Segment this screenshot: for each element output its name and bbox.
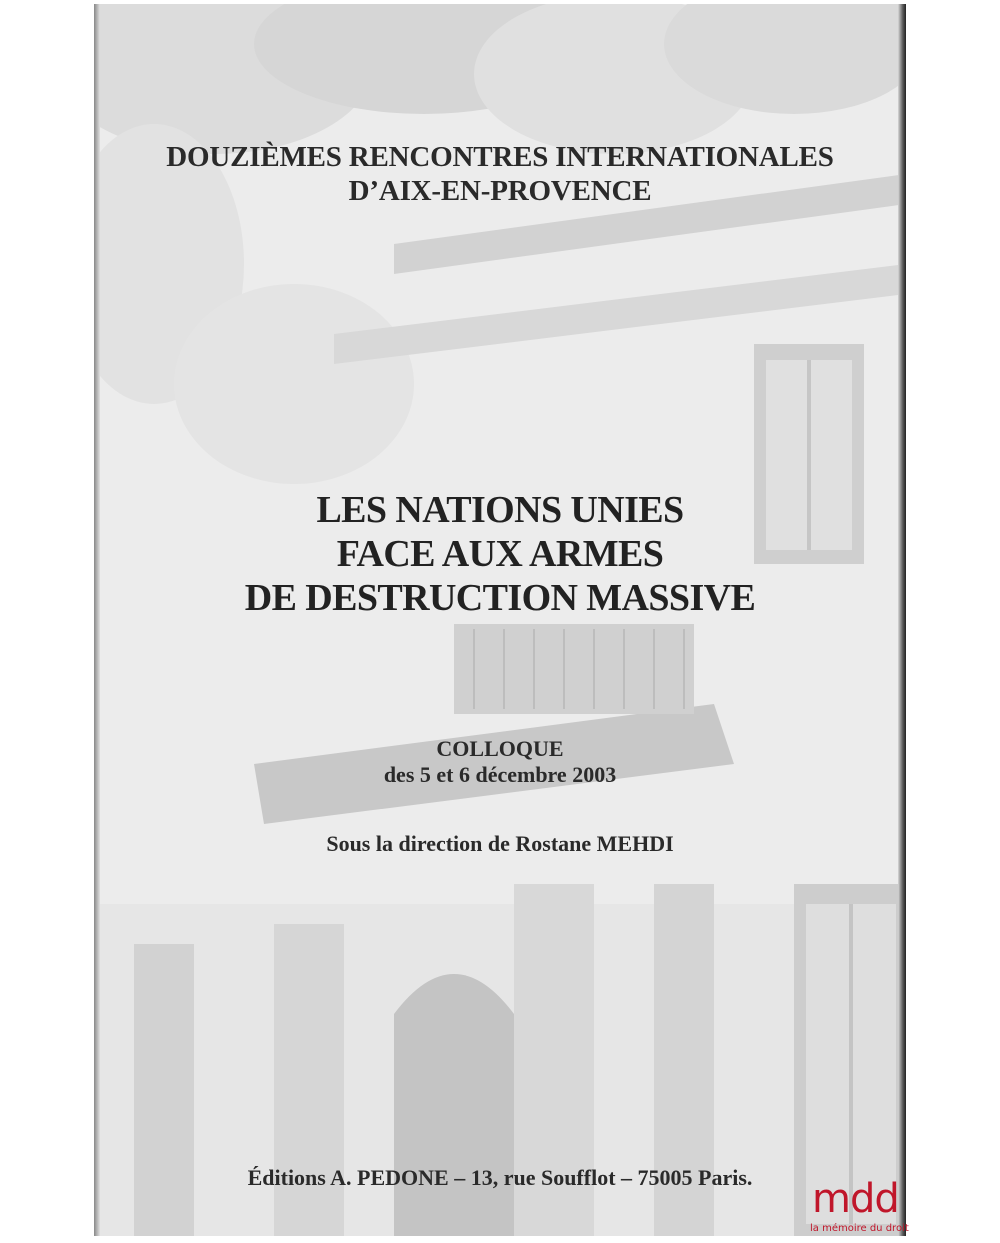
colloque-block (94, 736, 906, 788)
title-line-1: LES NATIONS UNIES (316, 489, 684, 531)
series-heading (94, 140, 906, 208)
logo-letters: mdd (812, 1176, 899, 1222)
mdd-logo (808, 1176, 909, 1238)
series-line-1: DOUZIÈMES RENCONTRES INTERNATIONALES (166, 141, 834, 173)
colloque-dates: des 5 et 6 décembre 2003 (383, 762, 617, 787)
title-line-3: DE DESTRUCTION MASSIVE (244, 577, 756, 619)
book-title (94, 488, 906, 620)
logo-tagline: la mémoire du droit (810, 1223, 909, 1234)
series-line-2: D’AIX-EN-PROVENCE (348, 175, 652, 207)
publisher-line: Éditions A. PEDONE – 13, rue Soufflot – 75005 Paris. (247, 1165, 753, 1190)
editor-credit: Sous la direction de Rostane MEHDI (326, 831, 674, 856)
colloque-label: COLLOQUE (436, 736, 564, 761)
title-line-2: FACE AUX ARMES (336, 533, 664, 575)
book-cover (94, 4, 906, 1236)
